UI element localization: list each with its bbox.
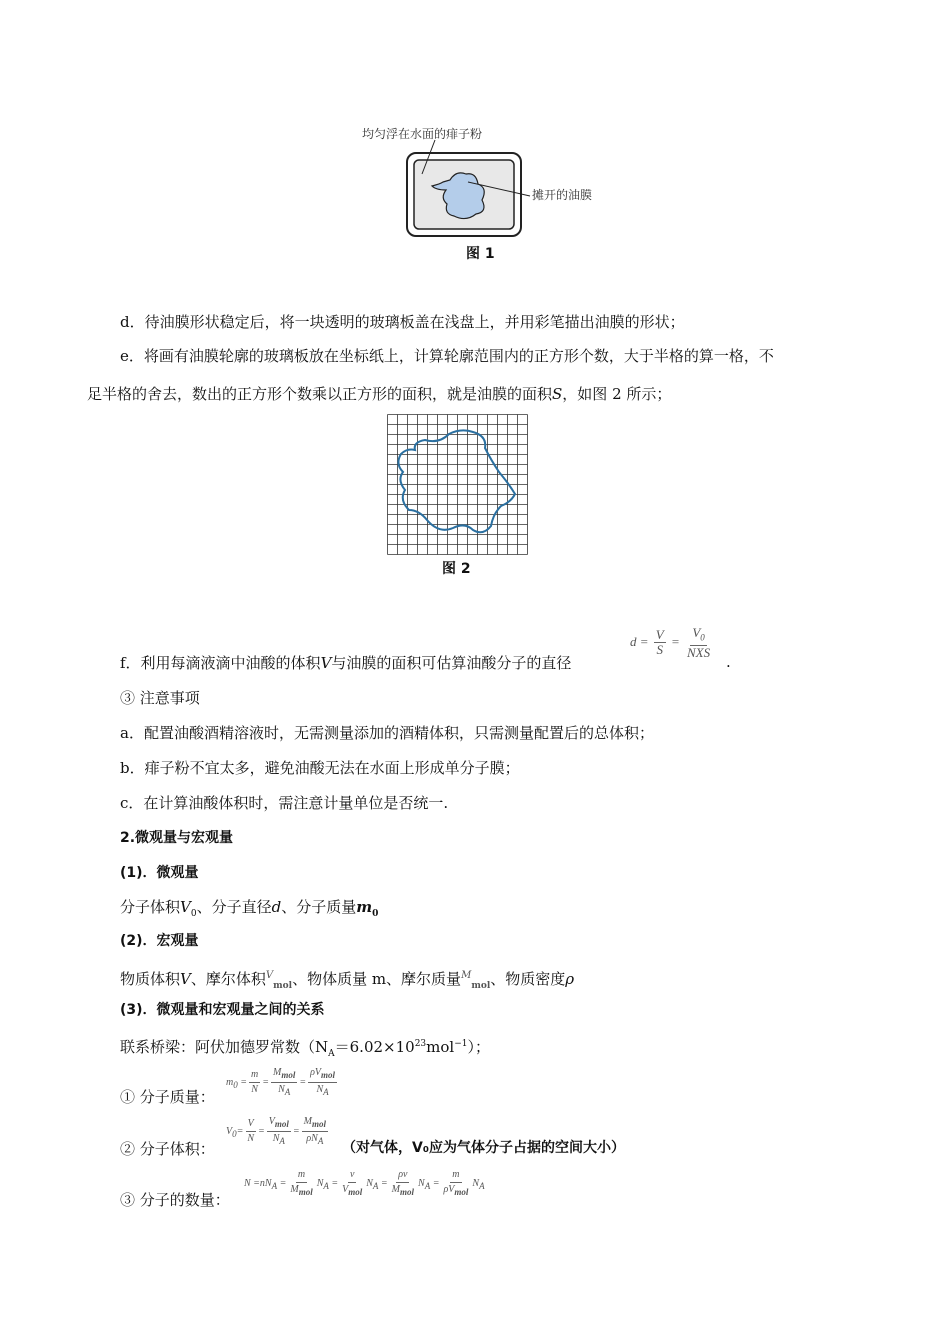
formula-molecular-volume: $V_0=$ $\frac{V}{N}$ = $\frac{V_{mol}}{N_A}$ = $\frac{M_{mol}}{\rho N_A}$ (226, 1116, 327, 1146)
step-e-text-b: ，如图 2 所示； (562, 385, 672, 403)
note-c: c．在计算油酸体积时，需注意计量单位是否统一. (120, 794, 449, 812)
macro-quantities: 物质体积V、摩尔体积$^V_{mol}$、物体质量 m、摩尔质量$^M_{mol}$、物质密度ρ (120, 970, 575, 991)
step-e-line-1: e．将画有油膜轮廓的玻璃板放在坐标纸上，计算轮廓范围内的正方形个数，大于半格的算一格，不 (120, 347, 774, 365)
section-2-title: 2.微观量与宏观量 (120, 830, 234, 846)
relation-1-label: ① 分子质量： (120, 1088, 215, 1106)
step-f-end: . (726, 653, 731, 671)
step-e-line-2 (87, 384, 671, 404)
figure-2-caption: 图 2 (442, 561, 471, 577)
step-e-var-s: S (552, 385, 563, 403)
step-d: d．待油膜形状稳定后，将一块透明的玻璃板盖在浅盘上，并用彩笔描出油膜的形状； (120, 313, 685, 331)
step-f-var-v: V (320, 654, 332, 672)
figure-1-label-powder: 均匀浮在水面的痱子粉 (362, 127, 483, 141)
formula-diameter: d = $\frac{V}{S}$ = $\frac{V_0}{\text{NXS}}$ (630, 625, 711, 660)
notes-title: ③ 注意事项 (120, 689, 200, 707)
subsection-3-title: (3)．微观量和宏观量之间的关系 (120, 1002, 325, 1018)
relation-2-label: ② 分子体积： (120, 1140, 215, 1158)
figure-2-grid (387, 414, 528, 555)
formula-molecule-count: $N =nN_A$ = $\frac{m}{M_{mol}}$ $N_A$ = $\frac{v}{V_{mol}}$ $N_A$ = $\frac{\rho v}{M_{mol}}$ $N_A$ = $\frac{m}{\rho V_{mol}}$ $N_A$ (244, 1169, 485, 1197)
step-f-text-a: f．利用每滴液滴中油酸的体积 (120, 654, 321, 672)
step-f-text-b: 与油膜的面积可估算油酸分子的直径 (331, 654, 572, 672)
note-b: b．痱子粉不宜太多，避免油酸无法在水面上形成单分子膜； (120, 759, 520, 777)
subsection-1-title: (1)．微观量 (120, 865, 199, 881)
formula-molecular-mass: $m_0$ = $\frac{m}{N}$ = $\frac{M_{mol}}{N_A}$ = $\frac{\rho V_{mol}}{N_A}$ (226, 1067, 336, 1097)
note-a: a．配置油酸酒精溶液时，无需测量添加的酒精体积，只需测量配置后的总体积； (120, 724, 654, 742)
step-f (120, 653, 571, 673)
step-e-text-a: 足半格的舍去，数出的正方形个数乘以正方形的面积，就是油膜的面积 (87, 385, 553, 403)
figure-1-caption: 图 1 (466, 246, 495, 262)
figure-1-label-film: 摊开的油膜 (532, 188, 593, 202)
relation-3-label: ③ 分子的数量： (120, 1191, 230, 1209)
relation-2-note: （对气体，V₀应为气体分子占据的空间大小） (342, 1140, 625, 1156)
subsection-2-title: (2)．宏观量 (120, 933, 199, 949)
micro-quantities: 分子体积$V_0$、分子直径d、分子质量$m_0$ (120, 898, 379, 919)
avogadro-line: 联系桥梁：阿伏加德罗常数$(N_A=6.02\times 10^{23}mol^{-1})$； (120, 1038, 491, 1059)
